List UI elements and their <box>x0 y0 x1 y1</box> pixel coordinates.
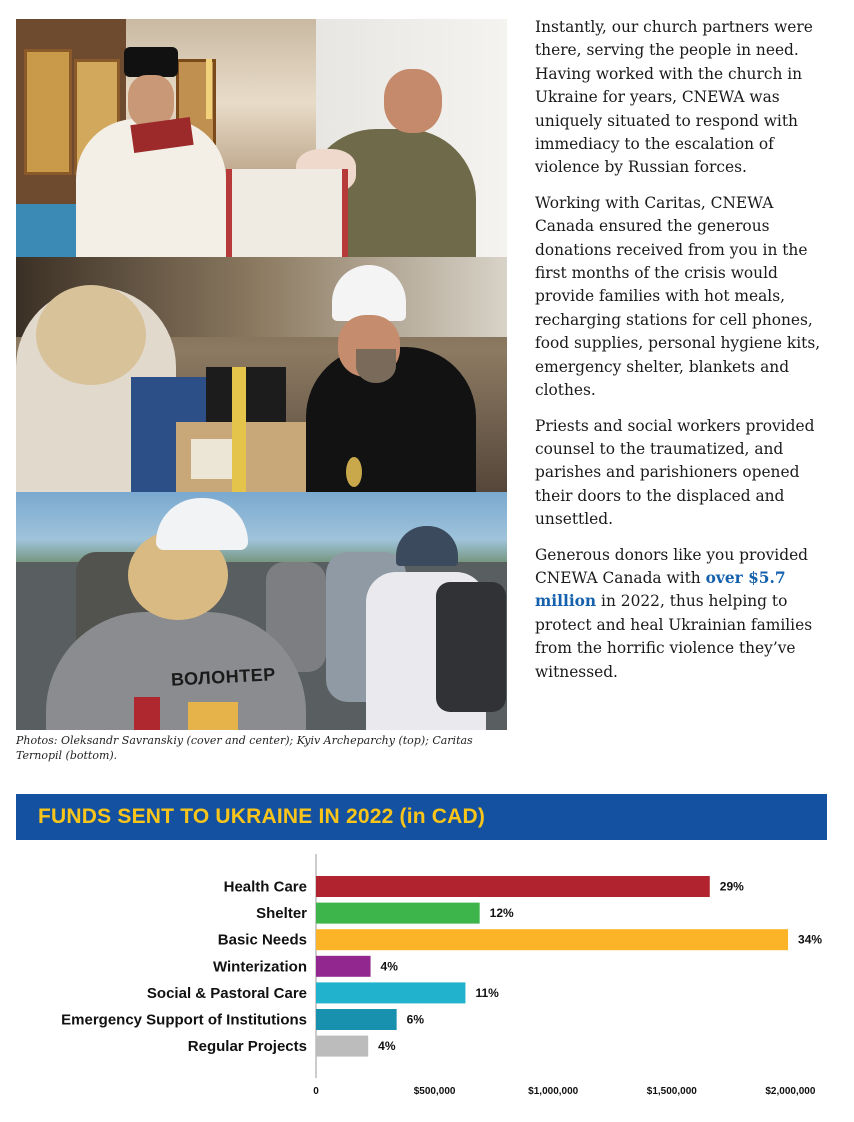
vatican-emblem <box>134 697 160 730</box>
bar-value-label: 12% <box>489 906 514 921</box>
embroidered-towel <box>226 169 348 257</box>
bar-regular-projects <box>316 1036 368 1057</box>
man-hat <box>396 526 458 566</box>
funding-highlight: over $5.7 million <box>535 568 786 611</box>
altar-cloth <box>16 204 76 257</box>
x-tick-label: $2,000,000 <box>765 1086 816 1097</box>
chart-title: FUNDS SENT TO UKRAINE IN 2022 (in CAD) <box>38 805 486 828</box>
icon-painting <box>24 49 72 175</box>
priest-hat <box>124 47 178 77</box>
category-label: Emergency Support of Institutions <box>61 1011 307 1029</box>
bar-health-care <box>316 876 710 897</box>
category-label: Regular Projects <box>187 1038 307 1056</box>
photo-church-service <box>16 19 507 257</box>
paragraph-1: Instantly, our church partners were there, serving the people in need. Having worked with the church in Ukraine for years, CNEWA was uniquely situated to respond with immediacy to the escalation of violence by Russian forces. <box>535 18 813 177</box>
x-tick-label: $1,000,000 <box>528 1086 579 1097</box>
paragraph-3: Priests and social workers provided counsel to the traumatized, and parishes and parishioners opened their doors to the displaced and unsettled. <box>535 416 815 529</box>
x-tick-label: $500,000 <box>413 1086 456 1097</box>
bar-shelter <box>316 903 480 924</box>
pectoral-cross <box>346 457 362 487</box>
bar-winterization <box>316 956 371 977</box>
x-tick-label: 0 <box>313 1086 319 1097</box>
bar-value-label: 11% <box>475 985 499 1000</box>
category-label: Social & Pastoral Care <box>146 984 307 1002</box>
paragraph-4 <box>535 544 835 684</box>
chart-banner <box>16 794 827 840</box>
photo-aid-distribution <box>16 257 507 492</box>
box-label <box>191 439 236 479</box>
bar-value-label: 34% <box>798 932 823 947</box>
category-label: Winterization <box>212 958 307 976</box>
paragraph-4-end: in 2022, thus helping to protect and heal Ukrainian families from the horrific violence they’ve witnessed. <box>535 592 813 681</box>
bar-social-pastoral-care <box>316 982 465 1003</box>
bar-basic-needs <box>316 929 788 950</box>
category-label: Shelter <box>256 905 307 923</box>
x-tick-label: $1,500,000 <box>646 1086 697 1097</box>
bishop-beard <box>356 349 396 383</box>
white-cap <box>156 498 248 550</box>
bar-value-label: 6% <box>406 1012 424 1027</box>
woman-hair <box>36 285 146 385</box>
category-label: Health Care <box>223 878 307 896</box>
photo-volunteer-march <box>16 492 507 730</box>
candle <box>206 59 212 119</box>
backpack <box>436 582 506 712</box>
bar-value-label: 4% <box>380 959 398 974</box>
photo-caption: Photos: Oleksandr Savranskiy (cover and center); Kyiv Archeparchy (top); Caritas Ternopil (bottom). <box>16 734 473 762</box>
category-label: Basic Needs <box>217 931 307 949</box>
article-body <box>535 16 835 696</box>
bar-value-label: 4% <box>378 1039 396 1054</box>
volunteer-shirt-text: ВОЛОНТЕР <box>170 664 277 690</box>
bar-value-label: 29% <box>719 879 744 894</box>
paragraph-2: Working with Caritas, CNEWA Canada ensured the generous donations received from you in the first months of the crisis would provide families with hot meals, recharging stations for cell phones, food supplies, personal hygiene kits, emergency shelter, blankets and clothes. <box>535 193 821 400</box>
paragraph-4-start: Generous donors like you provided CNEWA Canada with <box>535 545 809 587</box>
bar-emergency-support-of-institutions <box>316 1009 397 1030</box>
stole <box>232 367 246 492</box>
soldier-face <box>384 69 442 133</box>
funds-bar-chart <box>0 840 854 1122</box>
caritas-logo <box>188 702 238 730</box>
